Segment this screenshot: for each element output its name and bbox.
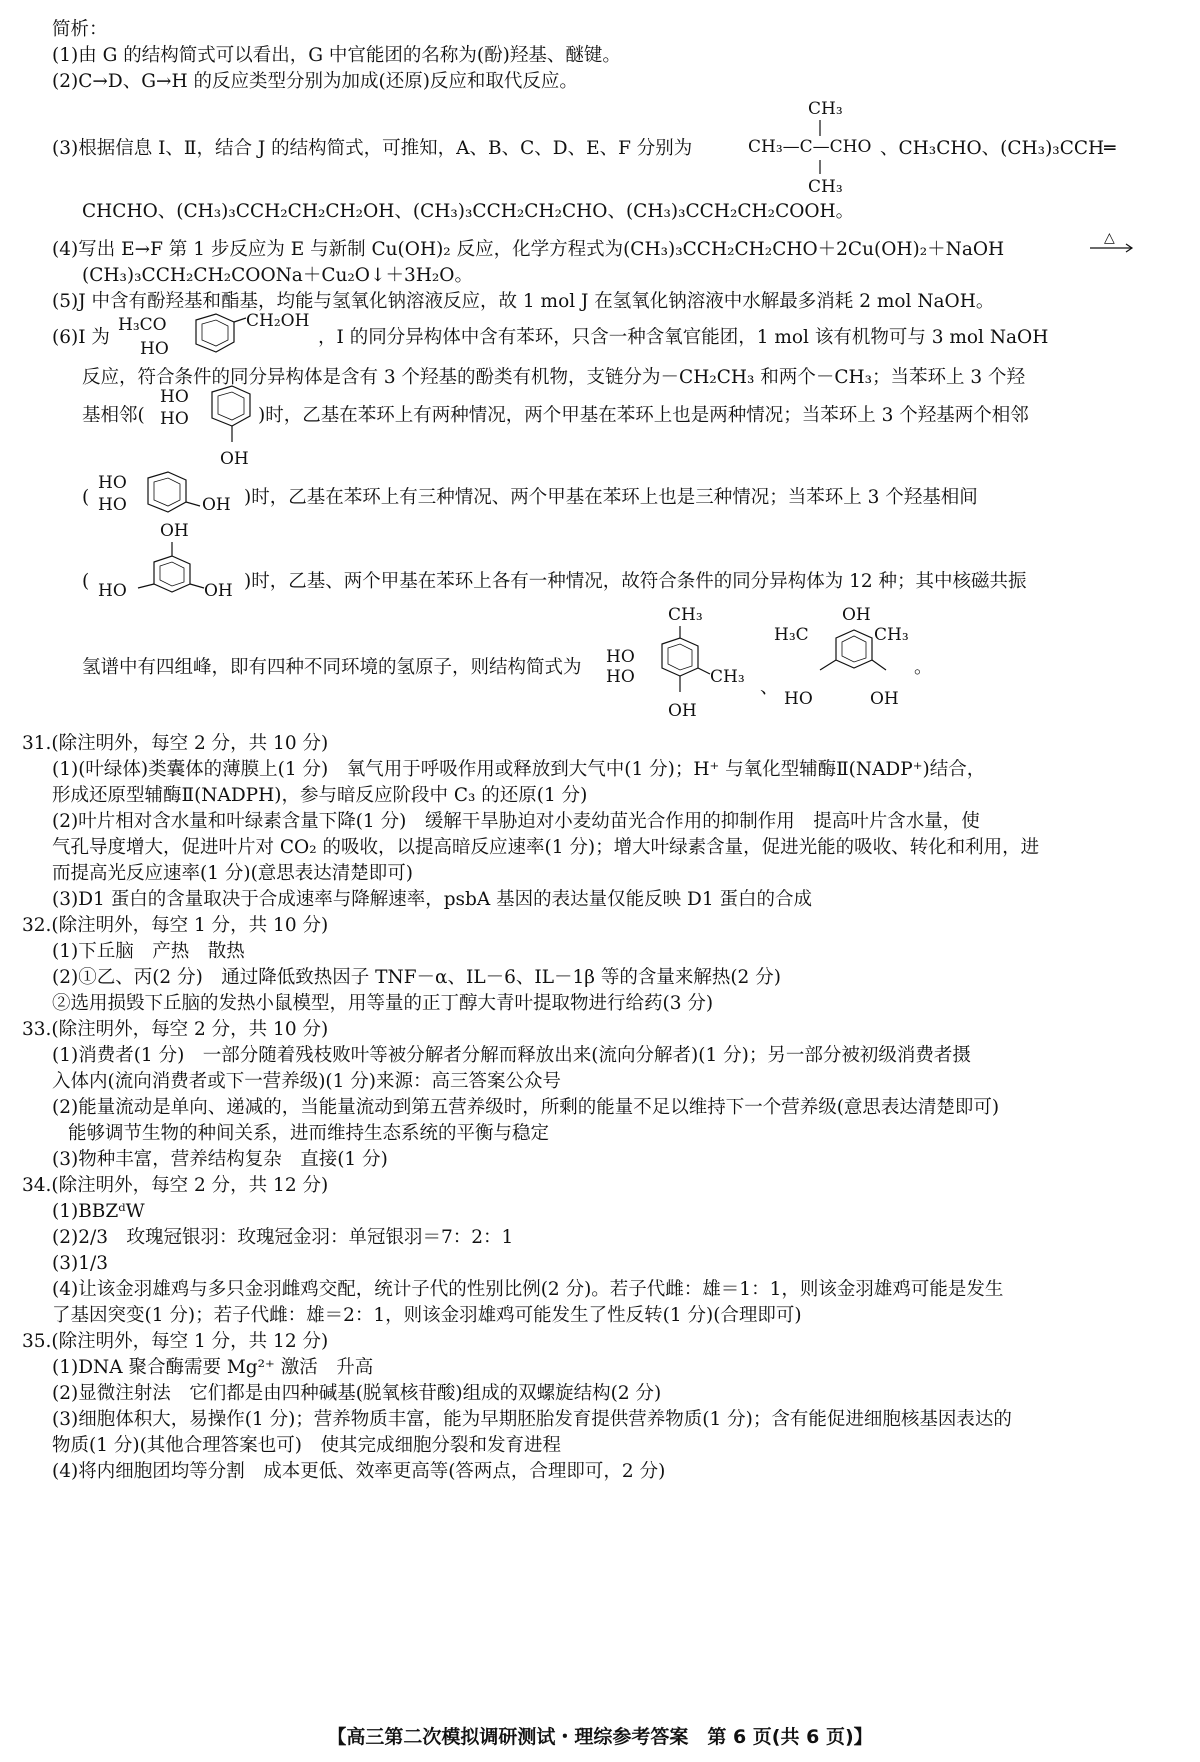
struct-main: CH₃—C—CHO	[748, 137, 872, 157]
q31-l5: 而提高光反应速率(1 分)(意思表达清楚即可)	[52, 863, 414, 884]
analysis-p6b: 反应，符合条件的同分异构体是含有 3 个羟基的酚类有机物，支链分为－CH₂CH₃ 和两个－CH₃；当苯环上 3 个羟	[82, 367, 1026, 388]
ho-label: HO	[606, 667, 635, 687]
analysis-p6d-pre: (	[82, 487, 90, 508]
oh-label: HO	[98, 473, 127, 493]
q33-l1: (1)消费者(1 分) 一部分随着残枝败叶等被分解者分解而释放出来(流向分解者)(1 分)；另一部分被初级消费者摄	[52, 1045, 971, 1066]
oh-label: HO	[98, 581, 127, 601]
q31-l6: (3)D1 蛋白的含量取决于合成速率与降解速率，psbA 基因的表达量仅能反映 D1 蛋白的合成	[52, 889, 812, 910]
oh-label: OH	[202, 495, 231, 515]
q31-l1: (1)(叶绿体)类囊体的薄膜上(1 分) 氧气用于呼吸作用或释放到大气中(1 分)；H⁺ 与氧化型辅酶Ⅱ(NADP⁺)结合，	[52, 759, 986, 780]
q34-l3: (3)1/3	[52, 1253, 108, 1274]
ch3-label: CH₃	[668, 605, 703, 625]
q34-l2: (2)2/3 玫瑰冠银羽：玫瑰冠金羽：单冠银羽＝7：2：1	[52, 1227, 514, 1248]
q35-l5: (4)将内细胞团均等分割 成本更低、效率更高等(答两点，合理即可，2 分)	[52, 1461, 666, 1482]
heat-arrow	[1090, 228, 1140, 262]
analysis-p6c-post: )时，乙基在苯环上有两种情况，两个甲基在苯环上也是两种情况；当苯环上 3 个羟基两个相邻	[258, 405, 1029, 426]
ho-label: HO	[784, 689, 813, 709]
q32-l1: (1)下丘脑 产热 散热	[52, 941, 245, 962]
q31-l3: (2)叶片相对含水量和叶绿素含量下降(1 分) 缓解干旱胁迫对小麦幼苗光合作用的抑制作用 提高叶片含水量，使	[52, 811, 980, 832]
analysis-p3b: 、CH₃CHO、(CH₃)₃CCH═	[880, 138, 1116, 159]
analysis-p1: (1)由 G 的结构简式可以看出，G 中官能团的名称为(酚)羟基、醚键。	[52, 45, 621, 66]
oh-label: OH	[668, 701, 697, 721]
q34-head: 34.(除注明外，每空 2 分，共 12 分)	[22, 1175, 329, 1196]
q33-l4: 能够调节生物的种间关系，进而维持生态系统的平衡与稳定	[68, 1123, 550, 1144]
q33-head: 33.(除注明外，每空 2 分，共 10 分)	[22, 1019, 329, 1040]
analysis-p3a: (3)根据信息 Ⅰ、Ⅱ，结合 J 的结构简式，可推知，A、B、C、D、E、F 分别为	[52, 138, 693, 159]
analysis-p5: (5)J 中含有酚羟基和酯基，均能与氢氧化钠溶液反应，故 1 mol J 在氢氧化钠溶液中水解最多消耗 2 mol NaOH。	[52, 291, 995, 312]
analysis-p6f: 氢谱中有四组峰，即有四种不同环境的氢原子，则结构简式为	[82, 657, 582, 678]
analysis-p6-prefix: (6)I 为	[52, 327, 110, 348]
page-footer: 【高三第二次模拟调研测试・理综参考答案 第 6 页(共 6 页)】	[327, 1726, 873, 1748]
hydroxyquinol-structure	[98, 470, 248, 524]
struct-period: 。	[914, 657, 933, 678]
analysis-p6d-post: )时，乙基在苯环上有三种情况、两个甲基在苯环上也是三种情况；当苯环上 3 个羟基相间	[244, 487, 978, 508]
q34-l5: 了基因突变(1 分)；若子代雌：雄＝2：1，则该金羽雄鸡可能发生了性反转(1 分)(合理即可)	[52, 1305, 802, 1326]
q31-l2: 形成还原型辅酶Ⅱ(NADPH)，参与暗反应阶段中 C₃ 的还原(1 分)	[52, 785, 588, 806]
struct-separator: 、	[760, 677, 779, 698]
q35-l2: (2)显微注射法 它们都是由四种碱基(脱氧核苷酸)组成的双螺旋结构(2 分)	[52, 1383, 662, 1404]
h3c-label: H₃C	[774, 625, 809, 645]
ch3-label: CH₃	[874, 625, 909, 645]
q33-l3: (2)能量流动是单向、递减的，当能量流动到第五营养级时，所剩的能量不足以维持下一个营养级(意思表达清楚即可)	[52, 1097, 1000, 1118]
q32-l3: ②选用损毁下丘脑的发热小鼠模型，用等量的正丁醇大青叶提取物进行给药(3 分)	[52, 993, 714, 1014]
answer-structure-1	[606, 604, 756, 732]
oh-label: HO	[160, 409, 189, 429]
ho-label: HO	[606, 647, 635, 667]
analysis-p4b: (CH₃)₃CCH₂CH₂COONa＋Cu₂O↓＋3H₂O。	[82, 265, 473, 286]
q31-l4: 气孔导度增大，促进叶片对 CO₂ 的吸收，以提高暗反应速率(1 分)；增大叶绿素含量，促进光能的吸收、转化和利用，进	[52, 837, 1040, 858]
oh-label: OH	[842, 605, 871, 625]
analysis-p6c-pre: 基相邻(	[82, 405, 145, 426]
q35-l3: (3)细胞体积大，易操作(1 分)；营养物质丰富，能为早期胚胎发育提供营养物质(1 分)；含有能促进细胞核基因表达的	[52, 1409, 1012, 1430]
analysis-p6a: ，I 的同分异构体中含有苯环，只含一种含氧官能团，1 mol 该有机物可与 3 mol NaOH	[318, 327, 1049, 348]
oh-label: OH	[220, 449, 249, 469]
analysis-p2: (2)C→D、G→H 的反应类型分别为加成(还原)反应和取代反应。	[52, 71, 578, 92]
q33-l5: (3)物种丰富，营养结构复杂 直接(1 分)	[52, 1149, 388, 1170]
q32-l2: (2)①乙、丙(2 分) 通过降低致热因子 TNF－α、IL－6、IL－1β 等的含量来解热(2 分)	[52, 967, 781, 988]
oh-label: HO	[98, 495, 127, 515]
struct-ch3-top: CH₃	[808, 99, 843, 119]
q31-head: 31.(除注明外，每空 2 分，共 10 分)	[22, 733, 329, 754]
q35-head: 35.(除注明外，每空 1 分，共 12 分)	[22, 1331, 329, 1352]
analysis-p6e-post: )时，乙基、两个甲基在苯环上各有一种情况，故符合条件的同分异构体为 12 种；其中核磁共振	[244, 571, 1027, 592]
oh-label: OH	[870, 689, 899, 709]
compound-I-structure	[118, 312, 328, 368]
struct-ch3-bottom: CH₃	[808, 177, 843, 197]
phloroglucinol-structure	[98, 518, 248, 606]
I-ch2oh: CH₂OH	[246, 311, 310, 331]
analysis-heading: 简析：	[52, 19, 108, 40]
analysis-p6e-pre: (	[82, 571, 90, 592]
q35-l1: (1)DNA 聚合酶需要 Mg²⁺ 激活 升高	[52, 1357, 374, 1378]
I-ho: HO	[140, 339, 169, 359]
q33-l2: 入体内(流向消费者或下一营养级)(1 分)来源：高三答案公众号	[52, 1071, 562, 1092]
q35-l4: 物质(1 分)(其他合理答案也可) 使其完成细胞分裂和发育进程	[52, 1435, 562, 1456]
q34-l1: (1)BBZᵈW	[52, 1201, 145, 1222]
I-h3co: H₃CO	[118, 315, 167, 335]
pyrogallol-structure	[160, 384, 260, 474]
oh-label: HO	[160, 387, 189, 407]
oh-label: OH	[204, 581, 233, 601]
ch3-label: CH₃	[710, 667, 745, 687]
oh-label: OH	[160, 521, 189, 541]
q32-head: 32.(除注明外，每空 1 分，共 10 分)	[22, 915, 329, 936]
q34-l4: (4)让该金羽雄鸡与多只金羽雌鸡交配，统计子代的性别比例(2 分)。若子代雌：雄＝1：1，则该金羽雄鸡可能是发生	[52, 1279, 1004, 1300]
heat-triangle: △	[1104, 230, 1115, 246]
analysis-p3c: CHCHO、(CH₃)₃CCH₂CH₂CH₂OH、(CH₃)₃CCH₂CH₂CHO、(CH₃)₃CCH₂CH₂COOH。	[82, 201, 855, 222]
analysis-p4a: (4)写出 E→F 第 1 步反应为 E 与新制 Cu(OH)₂ 反应，化学方程式为(CH₃)₃CCH₂CH₂CHO＋2Cu(OH)₂＋NaOH	[52, 239, 1005, 260]
